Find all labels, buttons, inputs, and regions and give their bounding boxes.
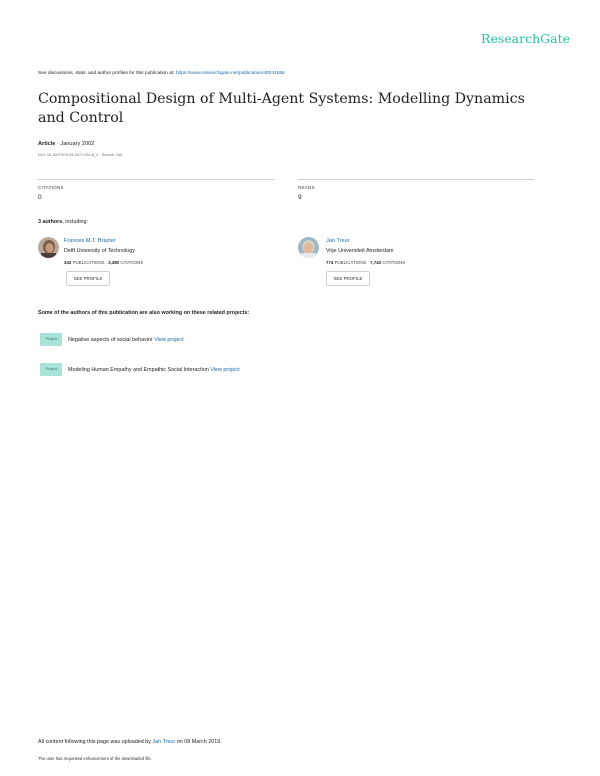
citations-value: 0 xyxy=(38,194,42,201)
reads-divider xyxy=(298,179,534,180)
view-project-link[interactable]: View project xyxy=(154,337,184,343)
view-project-link[interactable]: View project xyxy=(210,367,240,373)
publication-doi: DOI: 10.1007/978-94-017-0741-8_4 · Source: OAI xyxy=(38,153,123,157)
author-publications-count: 774 xyxy=(326,260,334,265)
project-title: Negative aspects of social behavior xyxy=(68,337,153,343)
author-name-brazier[interactable]: Frances M.T. Brazier xyxy=(64,238,116,244)
author-citations-count: 3,380 xyxy=(108,260,120,265)
reads-label: READS xyxy=(298,185,315,190)
publication-date: · January 2002 xyxy=(56,141,95,147)
publication-url-link[interactable]: https://www.researchgate.net/publication/40041558 xyxy=(175,71,285,76)
author-citations-label: CITATIONS xyxy=(382,260,406,265)
author-institution-brazier: Delft University of Technology xyxy=(64,248,135,254)
see-profile-button-treur[interactable]: SEE PROFILE xyxy=(326,271,370,286)
publication-type: Article xyxy=(38,141,56,147)
upload-note xyxy=(38,739,222,745)
researchgate-logo[interactable]: ResearchGate xyxy=(481,31,570,46)
author-avatar-brazier[interactable] xyxy=(38,237,59,258)
author-citations-count: 7,743 xyxy=(370,260,382,265)
discussion-note xyxy=(38,71,285,76)
authors-count: 3 authors xyxy=(38,219,63,225)
publication-meta xyxy=(38,141,94,147)
author-publications-count: 343 xyxy=(64,260,72,265)
author-photo xyxy=(38,237,59,258)
author-name-treur[interactable]: Jan Treur xyxy=(326,238,350,244)
discussion-note-text: See discussions, stats, and author profiles for this publication at: xyxy=(38,71,175,76)
project-item xyxy=(68,367,240,373)
project-icon xyxy=(40,363,62,376)
author-avatar-treur[interactable] xyxy=(298,237,319,258)
enhancement-note: The user has requested enhancement of the downloaded file. xyxy=(38,756,152,761)
author-stats-treur xyxy=(326,260,405,265)
citations-label: CITATIONS xyxy=(38,185,64,190)
project-icon-label: Project xyxy=(46,367,58,371)
project-icon xyxy=(40,333,62,346)
project-icon-label: Project xyxy=(46,337,58,341)
reads-value: 9 xyxy=(298,194,302,201)
projects-heading: Some of the authors of this publication are also working on these related projects: xyxy=(38,310,250,316)
project-item xyxy=(68,337,184,343)
authors-heading xyxy=(38,219,88,225)
upload-note-suffix: on 08 March 2019. xyxy=(176,739,222,745)
citations-divider xyxy=(38,179,274,180)
upload-note-prefix: All content following this page was uploaded by xyxy=(38,739,151,745)
see-profile-button-brazier[interactable]: SEE PROFILE xyxy=(66,271,110,286)
publication-title: Compositional Design of Multi-Agent Systems: Modelling Dynamics and Control xyxy=(38,91,525,126)
authors-heading-suffix: , including: xyxy=(62,219,89,225)
author-stats-brazier xyxy=(64,260,143,265)
author-publications-label: PUBLICATIONS xyxy=(72,260,105,265)
author-publications-label: PUBLICATIONS xyxy=(334,260,367,265)
uploader-link[interactable]: Jan Treur xyxy=(152,739,176,745)
author-citations-label: CITATIONS xyxy=(120,260,144,265)
author-photo xyxy=(298,237,319,258)
project-title: Modeling Human Empathy and Empathic Social Interaction xyxy=(68,367,209,373)
author-institution-treur: Vrije Universiteit Amsterdam xyxy=(326,248,394,254)
